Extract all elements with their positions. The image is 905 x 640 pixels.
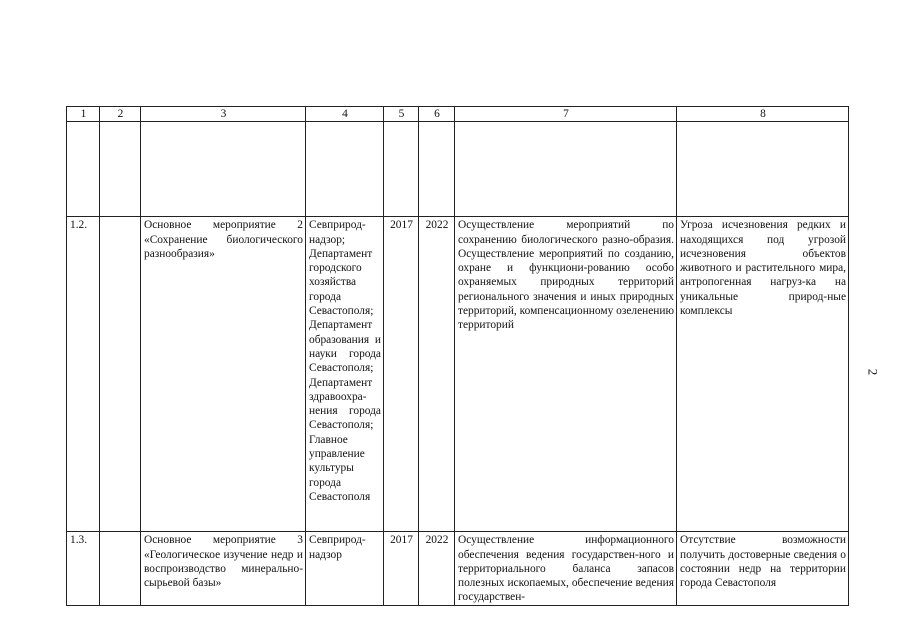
consequence: Угроза исчезновения редких и находящихся под угрозой исчезновения объектов животного и растительного мира, антропогенная нагруз-ка на уникальные природ-ные комплексы (677, 217, 849, 532)
header-cell: 4 (306, 107, 384, 122)
empty-cell (67, 122, 100, 217)
expected-result: Осуществление информационного обеспечения ведения государствен-ного и территориального баланса запасов полезных ископаемых, обеспечение ведения государствен- (455, 532, 677, 605)
empty-cell (141, 122, 306, 217)
table-row-continuation (67, 122, 849, 217)
col2-cell (100, 217, 141, 532)
executors: Севприрод-надзор (306, 532, 384, 605)
end-year: 2022 (419, 217, 455, 532)
measure-name: Основное мероприятие 2 «Сохранение биологического разнообразия» (141, 217, 306, 532)
expected-result: Осуществление мероприятий по сохранению биологического разно-образия. Осуществление мероприятий по созданию, охране и функциони-рованию особо охраняемых природных территорий регионального значения и иных природных территорий, компенсационному озеленению территорий (455, 217, 677, 532)
header-cell: 3 (141, 107, 306, 122)
header-cell: 8 (677, 107, 849, 122)
col2-cell (100, 532, 141, 605)
table-row (67, 217, 849, 532)
executors: Севприрод-надзор; Департамент городского хозяйства города Севастополя; Департамент образования и науки города Севастополя; Департамент здравоохра-нения города Севастополя; Главное управление культуры города Севастополя (306, 217, 384, 532)
empty-cell (455, 122, 677, 217)
header-cell: 7 (455, 107, 677, 122)
start-year: 2017 (384, 217, 419, 532)
consequence: Отсутствие возможности получить достоверные сведения о состоянии недр на территории города Севастополя (677, 532, 849, 605)
start-year: 2017 (384, 532, 419, 605)
row-number: 1.3. (67, 532, 100, 605)
empty-cell (306, 122, 384, 217)
empty-cell (419, 122, 455, 217)
empty-cell (100, 122, 141, 217)
table-header-row (67, 107, 849, 122)
row-number: 1.2. (67, 217, 100, 532)
header-cell: 5 (384, 107, 419, 122)
end-year: 2022 (419, 532, 455, 605)
empty-cell (384, 122, 419, 217)
header-cell: 2 (100, 107, 141, 122)
header-cell: 1 (67, 107, 100, 122)
header-cell: 6 (419, 107, 455, 122)
table-row (67, 532, 849, 605)
measure-name: Основное мероприятие 3 «Геологическое изучение недр и воспроизводство минерально-сырьевой базы» (141, 532, 306, 605)
empty-cell (677, 122, 849, 217)
page-number: 2 (865, 368, 881, 376)
measures-table (66, 106, 849, 606)
